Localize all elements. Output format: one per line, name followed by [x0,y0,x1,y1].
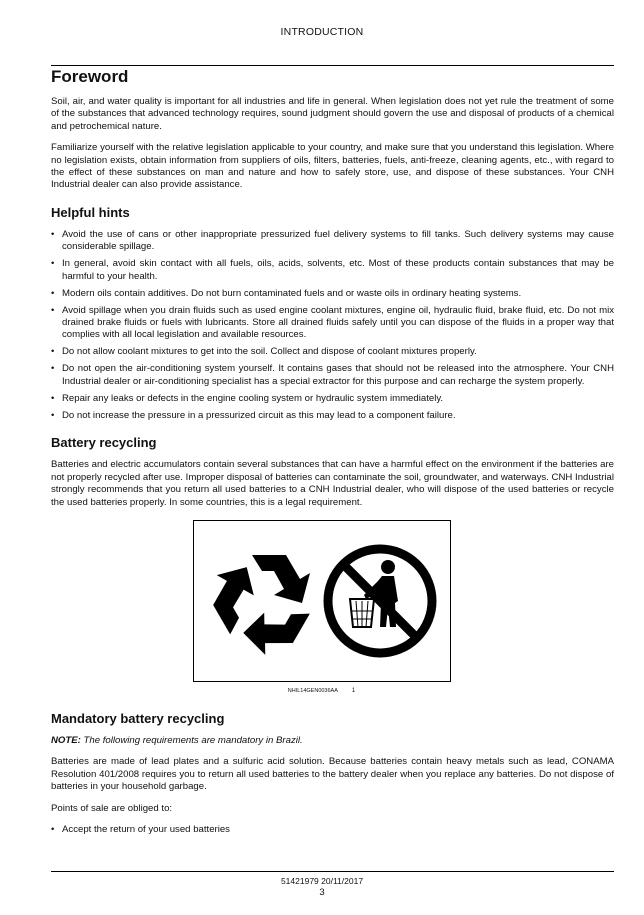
helpful-hints-heading: Helpful hints [51,204,130,220]
figure-caption [40,688,603,694]
brazil-note [51,735,614,747]
running-header: INTRODUCTION [280,26,364,38]
footer-rule [51,871,614,872]
foreword-paragraph-1: Soil, air, and water quality is important for all industries and life in general. When legislation does not yet rule the treatment of some of the substances that advanced technology requires, sound judgment should govern the use and disposal of products of a chemical and petrochemical nature. [51,96,614,132]
points-of-sale-intro: Points of sale are obliged to: [51,802,173,814]
foreword-paragraph-2: Familiarize yourself with the relative legislation applicable to your country, and make sure that you understand this legislation. Where no legislation exists, obtain information from suppliers of oils, filters, batteries, fuels, anti-freeze, cleaning agents, etc., with regard to the effect of these substances on man and nature and how to safely store, use, and dispose of these substances. Your CNH Industrial dealer can also provide assistance. [51,142,614,191]
list-item: • In general, avoid skin contact with all fuels, oils, acids, solvents, etc. Most of these products contain substances that may be harmful to your health. [51,258,614,283]
page-content [51,66,614,845]
no-trash-icon [328,549,432,653]
battery-figure [193,520,451,682]
note-text: The following requirements are mandatory in Brazil. [80,734,303,746]
list-item: • Avoid spillage when you drain fluids such as used engine coolant mixtures, engine oil, hydraulic fluid, brake fluid, etc. Do not mix drained brake fluids or fuels with lubricants. Store all drained fluids safely until you can dispose of the fluids in a proper way that complies with all local legislation and available resources. [51,305,614,342]
mandatory-paragraph: Batteries are made of lead plates and a sulfuric acid solution. Because batteries contain heavy metals such as lead, CONAMA Resolution 401/2008 requires you to return all used batteries to the battery dealer when you replace any batteries. Do not dispose of batteries in your household garbage. [51,756,614,793]
foreword-heading: Foreword [51,67,129,86]
figure-code: NHIL14GEN0036AA [287,687,338,694]
battery-recycling-heading: Battery recycling [51,435,157,451]
battery-recycling-paragraph: Batteries and electric accumulators contain several substances that can have a harmful effect on the environment if the batteries are not properly recycled after use. Improper disposal of batteries can contaminate the soil, groundwater, and waterways. CNH Industrial strongly recommends that you return all used batteries to a CNH Industrial dealer, who will dispose of the used batteries or recycle the used batteries properly. In some countries, this is a legal requirement. [51,459,614,508]
list-item: • Accept the return of your used batteries [51,824,614,836]
points-of-sale-list [51,824,614,836]
mandatory-recycling-heading: Mandatory battery recycling [51,710,225,726]
document-code: 51421979 20/11/2017 [280,876,364,886]
list-item: • Modern oils contain additives. Do not burn contaminated fuels and or waste oils in ordinary heating systems. [51,288,614,300]
list-item: • Do not open the air-conditioning system yourself. It contains gases that should not be released into the atmosphere. Your CNH Industrial dealer or air-conditioning specialist has a special extractor for this purpose and can recharge the system properly. [51,363,614,388]
page-number: 3 [319,887,325,898]
list-item: • Do not allow coolant mixtures to get into the soil. Collect and dispose of coolant mixtures properly. [51,346,614,358]
note-label: NOTE: [51,734,81,746]
list-item: • Avoid the use of cans or other inappropriate pressurized fuel delivery systems to fill tanks. Such delivery systems may cause considerable spillage. [51,229,614,254]
list-item: • Repair any leaks or defects in the engine cooling system or hydraulic system immediately. [51,393,614,405]
helpful-hints-list [51,229,614,422]
figure-number: 1 [351,687,356,694]
list-item: • Do not increase the pressure in a pressurized circuit as this may lead to a component failure. [51,410,614,422]
recycle-icon [201,555,310,664]
